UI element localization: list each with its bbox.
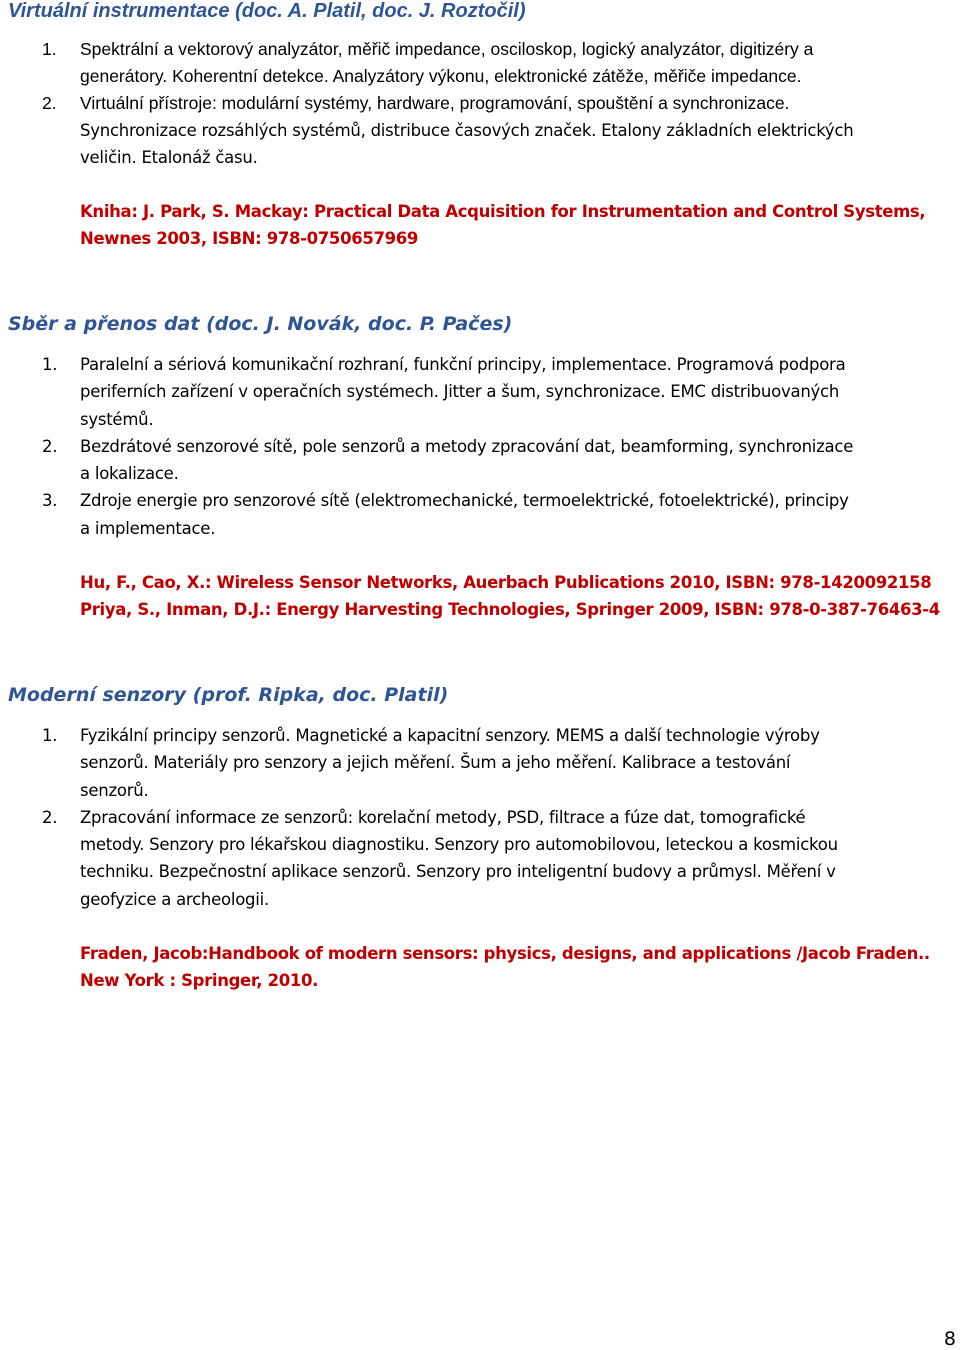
- topic-list: [8, 351, 950, 542]
- item-line: techniku. Bezpečnostní aplikace senzorů. Senzory pro inteligentní budovy a průmysl. Měření v: [80, 862, 836, 882]
- item-number: 3.: [42, 491, 58, 511]
- book-line: Priya, S., Inman, D.J.: Energy Harvesting Technologies, Springer 2009, ISBN: 978-0-387-76463-4: [80, 600, 940, 620]
- book-line: New York : Springer, 2010.: [80, 971, 319, 991]
- item-line: Zdroje energie pro senzorové sítě (elektromechanické, termoelektrické, fotoelektrické), principy: [80, 491, 849, 511]
- item-number: 1.: [42, 726, 58, 745]
- item-number: 1.: [42, 39, 57, 59]
- item-line: metody. Senzory pro lékařskou diagnostiku. Senzory pro automobilovou, leteckou a kosmickou: [80, 835, 838, 855]
- list-item: [8, 90, 950, 172]
- item-line: senzorů. Materiály pro senzory a jejich měření. Šum a jeho měření. Kalibrace a testování: [80, 753, 791, 773]
- book-reference: [8, 198, 950, 253]
- item-number: 1.: [42, 355, 58, 374]
- page-number: 8: [943, 1328, 956, 1350]
- item-number: 2.: [42, 807, 58, 827]
- item-line: generátory. Koherentní detekce. Analyzátory výkonu, elektronické zátěže, měřiče impedance.: [80, 66, 802, 86]
- item-number: 2.: [42, 93, 57, 113]
- item-line: Spektrální a vektorový analyzátor, měřič impedance, osciloskop, logický analyzátor, digitizéry a: [80, 39, 814, 59]
- list-item: [8, 804, 950, 913]
- section-heading: Moderní senzory (prof. Ripka, doc. Platil): [8, 684, 449, 706]
- book-line: Hu, F., Cao, X.: Wireless Sensor Networks, Auerbach Publications 2010, ISBN: 978-1420092158: [80, 573, 932, 593]
- book-line: Fraden, Jacob:Handbook of modern sensors: physics, designs, and applications /Jacob Fraden..: [80, 944, 930, 964]
- list-item: [8, 722, 950, 804]
- item-number: 2.: [42, 436, 58, 456]
- item-line: Fyzikální principy senzorů. Magnetické a kapacitní senzory. MEMS a další technologie výroby: [80, 726, 820, 745]
- section-data-acquisition: [8, 311, 950, 624]
- list-item: [8, 487, 950, 542]
- item-line: Zpracování informace ze senzorů: korelační metody, PSD, filtrace a fúze dat, tomografické: [80, 807, 806, 827]
- item-line: Paralelní a sériová komunikační rozhraní, funkční principy, implementace. Programová podpora: [80, 355, 846, 374]
- topic-list: [8, 36, 950, 172]
- item-line: Virtuální přístroje: modulární systémy, hardware, programování, spouštění a synchronizace.: [80, 93, 790, 113]
- book-reference: [8, 940, 950, 995]
- list-item: [8, 433, 950, 488]
- section-heading: Sběr a přenos dat (doc. J. Novák, doc. P. Pačes): [8, 313, 513, 335]
- section-modern-sensors: [8, 682, 950, 995]
- item-line: a implementace.: [80, 518, 216, 538]
- item-line: Synchronizace rozsáhlých systémů, distribuce časových značek. Etalony základních elektrických: [80, 121, 854, 140]
- item-line: systémů.: [80, 409, 154, 429]
- book-line: Newnes 2003, ISBN: 978-0750657969: [80, 228, 418, 248]
- item-line: veličin. Etalonáž času.: [80, 148, 258, 168]
- item-line: a lokalizace.: [80, 464, 179, 484]
- item-line: geofyzice a archeologii.: [80, 889, 269, 909]
- item-line: periferních zařízení v operačních systémech. Jitter a šum, synchronizace. EMC distribuovaných: [80, 382, 840, 402]
- topic-list: [8, 722, 950, 913]
- item-line: senzorů.: [80, 780, 149, 800]
- list-item: [8, 36, 950, 90]
- book-reference: [8, 569, 950, 624]
- section-heading: Virtuální instrumentace (doc. A. Platil, doc. J. Roztočil): [8, 0, 526, 22]
- section-virtual-instrumentation: [8, 0, 950, 252]
- item-line: Bezdrátové senzorové sítě, pole senzorů a metody zpracování dat, beamforming, synchronizace: [80, 436, 854, 456]
- book-line: Kniha: J. Park, S. Mackay: Practical Data Acquisition for Instrumentation and Control Systems,: [80, 201, 926, 221]
- list-item: [8, 351, 950, 433]
